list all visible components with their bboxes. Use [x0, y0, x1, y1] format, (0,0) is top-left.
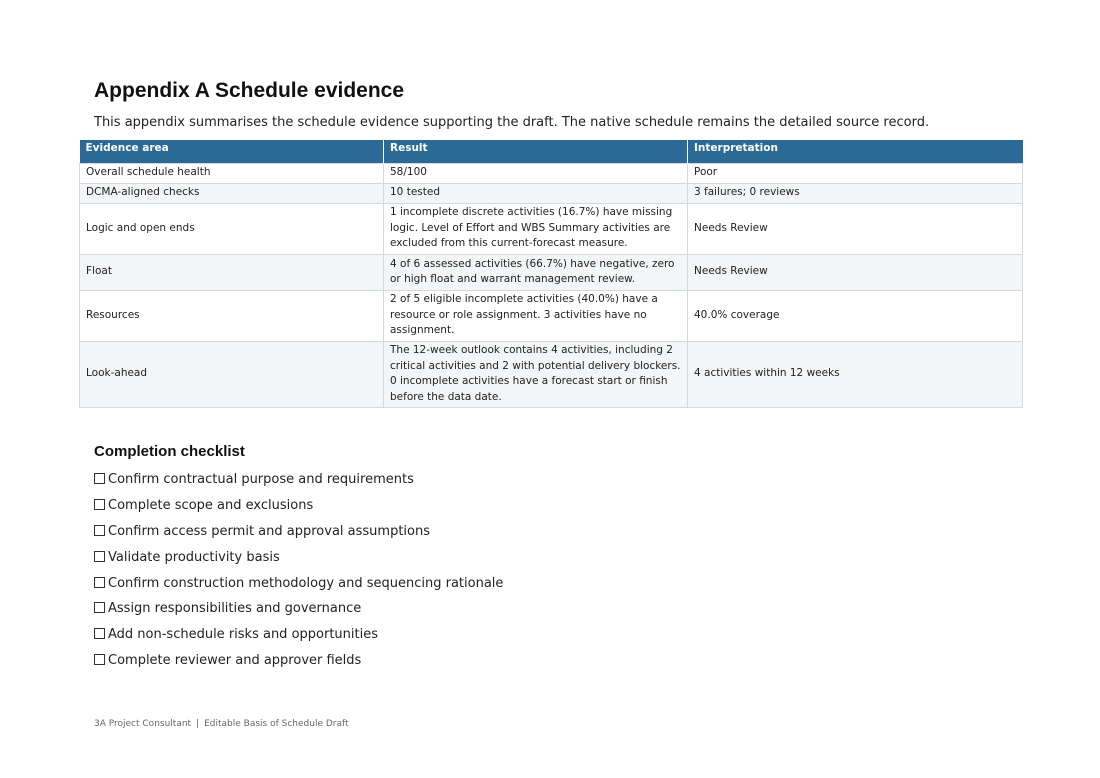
- checklist-item[interactable]: [94, 574, 503, 600]
- checklist-item[interactable]: [94, 599, 503, 625]
- checkbox-icon[interactable]: [94, 602, 105, 613]
- checklist-item[interactable]: [94, 496, 503, 522]
- checklist-item[interactable]: [94, 548, 503, 574]
- checklist-item-label: Confirm contractual purpose and requirements: [108, 472, 414, 487]
- checklist-item[interactable]: [94, 625, 503, 651]
- footer-company: 3A Project Consultant: [94, 719, 192, 729]
- checkbox-icon[interactable]: [94, 577, 105, 588]
- checklist-item-label: Confirm construction methodology and sequencing rationale: [108, 575, 504, 591]
- table-row: [80, 254, 1023, 290]
- column-header-interpretation: Interpretation: [688, 140, 1023, 163]
- result-cell: 2 of 5 eligible incomplete activities (40.0%) have a resource or role assignment. 3 activities have no assignment.: [384, 290, 688, 341]
- table-row: [80, 341, 1023, 407]
- result-cell: 4 of 6 assessed activities (66.7%) have negative, zero or high float and warrant management review.: [384, 254, 688, 290]
- table-row: [80, 183, 1023, 203]
- evidence-area-cell: Look-ahead: [80, 341, 384, 407]
- table-row: [80, 290, 1023, 341]
- checklist-item-label: Complete scope and exclusions: [108, 497, 314, 513]
- result-cell: 10 tested: [384, 183, 688, 203]
- result-cell: 1 incomplete discrete activities (16.7%) have missing logic. Level of Effort and WBS Summary activities are excluded from this current-forecast measure.: [384, 203, 688, 254]
- result-cell: 58/100: [384, 163, 688, 183]
- evidence-area-cell: Logic and open ends: [80, 203, 384, 254]
- checklist-item[interactable]: [94, 470, 503, 496]
- intro-paragraph: This appendix summarises the schedule evidence supporting the draft. The native schedule remains the detailed source record.: [94, 115, 930, 130]
- checklist-item-label: Validate productivity basis: [108, 549, 280, 565]
- checklist-item-label: Complete reviewer and approver fields: [108, 653, 362, 669]
- checkbox-icon[interactable]: [94, 551, 105, 562]
- interpretation-cell: Needs Review: [688, 254, 1023, 290]
- interpretation-cell: 40.0% coverage: [688, 290, 1023, 341]
- checklist-item-label: Add non-schedule risks and opportunities: [108, 627, 378, 643]
- interpretation-cell: Needs Review: [688, 203, 1023, 254]
- evidence-table: [79, 140, 1023, 408]
- column-header-result: Result: [384, 140, 688, 163]
- checkbox-icon[interactable]: [94, 499, 105, 510]
- footer-document-title: Editable Basis of Schedule Draft: [204, 719, 349, 729]
- page-footer: [94, 718, 349, 730]
- checklist-item[interactable]: [94, 522, 503, 548]
- table-row: [80, 203, 1023, 254]
- table-header-row: [80, 140, 1023, 163]
- evidence-area-cell: Overall schedule health: [80, 163, 384, 183]
- checklist-item[interactable]: [94, 651, 503, 677]
- page-title: Appendix A Schedule evidence: [94, 79, 405, 102]
- checklist-item-label: Confirm access permit and approval assumptions: [108, 523, 430, 539]
- checkbox-icon[interactable]: [94, 525, 105, 536]
- table-row: [80, 163, 1023, 183]
- completion-checklist: [94, 470, 503, 677]
- result-cell: The 12-week outlook contains 4 activities, including 2 critical activities and 2 with potential delivery blockers. 0 incomplete activities have a forecast start or finish before the data date.: [384, 341, 688, 407]
- checkbox-icon[interactable]: [94, 473, 105, 484]
- checkbox-icon[interactable]: [94, 654, 105, 665]
- column-header-evidence-area: Evidence area: [80, 140, 384, 163]
- checklist-title: Completion checklist: [94, 443, 245, 460]
- checklist-item-label: Assign responsibilities and governance: [108, 601, 362, 617]
- interpretation-cell: 3 failures; 0 reviews: [688, 183, 1023, 203]
- interpretation-cell: 4 activities within 12 weeks: [688, 341, 1023, 407]
- evidence-area-cell: Float: [80, 254, 384, 290]
- interpretation-cell: Poor: [688, 163, 1023, 183]
- footer-separator: |: [196, 719, 200, 729]
- checkbox-icon[interactable]: [94, 628, 105, 639]
- evidence-area-cell: DCMA-aligned checks: [80, 183, 384, 203]
- evidence-area-cell: Resources: [80, 290, 384, 341]
